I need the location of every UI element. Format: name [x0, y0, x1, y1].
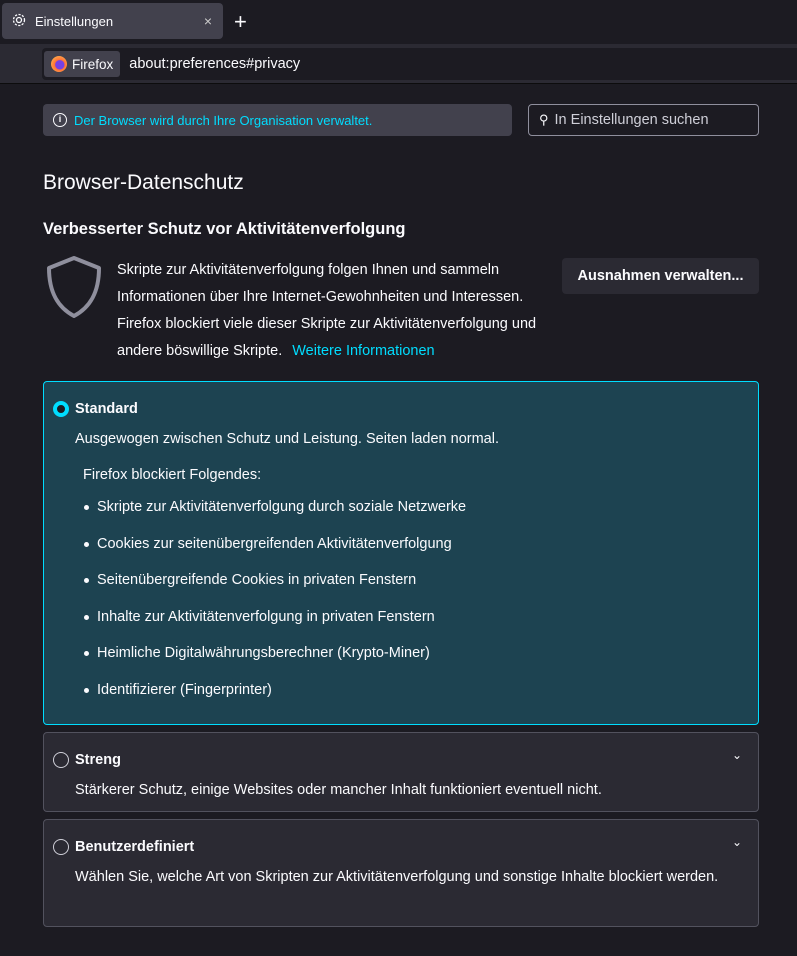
tab-bar: [0, 0, 797, 44]
new-tab-button[interactable]: +: [234, 9, 247, 34]
list-item: Heimliche Digitalwährungsberechner (Krypto-Miner): [83, 635, 466, 672]
blocks-list: [83, 489, 466, 708]
option-title: Benutzerdefiniert: [75, 839, 195, 855]
description-text: Skripte zur Aktivitätenverfolgung folgen Ihnen und sammeln Informationen über Ihre Internet-Gewohnheiten und Interessen. Firefox blockiert viele dieser Skripte zur Aktivitätenverfolgung und andere böswillige Skripte.: [117, 262, 537, 359]
learn-more-link[interactable]: Weitere Informationen: [292, 343, 435, 359]
search-input[interactable]: [528, 104, 759, 136]
chevron-down-icon[interactable]: ⌄: [731, 835, 742, 849]
search-icon: ⚲: [539, 112, 549, 127]
option-description: Stärkerer Schutz, einige Websites oder mancher Inhalt funktioniert eventuell nicht.: [75, 782, 602, 798]
list-item: Seitenübergreifende Cookies in privaten Fenstern: [83, 562, 466, 599]
option-strict[interactable]: [43, 732, 759, 812]
tab-settings[interactable]: [2, 3, 223, 39]
policy-notice[interactable]: [43, 104, 512, 136]
identity-label: Firefox: [72, 56, 114, 72]
tab-title: Einstellungen: [35, 13, 114, 29]
close-tab-icon[interactable]: ×: [203, 13, 213, 29]
blocks-label: Firefox blockiert Folgendes:: [83, 467, 262, 483]
url-text[interactable]: about:preferences#privacy: [129, 56, 301, 72]
radio-standard[interactable]: [53, 401, 69, 417]
firefox-logo-icon: [51, 56, 67, 72]
tracking-description: [117, 257, 547, 365]
radio-strict[interactable]: [53, 752, 69, 768]
info-icon: i: [53, 113, 67, 127]
option-custom[interactable]: [43, 819, 759, 927]
radio-custom[interactable]: [53, 839, 69, 855]
search-placeholder: In Einstellungen suchen: [554, 112, 709, 128]
section-title: Verbesserter Schutz vor Aktivitätenverfolgung: [43, 220, 406, 238]
list-item: Cookies zur seitenübergreifenden Aktivitätenverfolgung: [83, 526, 466, 563]
page-title: Browser-Datenschutz: [43, 171, 244, 194]
list-item: Skripte zur Aktivitätenverfolgung durch soziale Netzwerke: [83, 489, 466, 526]
option-title: Streng: [75, 752, 121, 768]
list-item: Inhalte zur Aktivitätenverfolgung in privaten Fenstern: [83, 599, 466, 636]
option-description: Ausgewogen zwischen Schutz und Leistung. Seiten laden normal.: [75, 431, 499, 447]
option-standard[interactable]: [43, 381, 759, 725]
notice-text: Der Browser wird durch Ihre Organisation verwaltet.: [74, 112, 373, 128]
identity-box[interactable]: [44, 51, 120, 77]
chevron-down-icon[interactable]: ⌄: [731, 748, 742, 762]
gear-icon: [11, 12, 27, 31]
list-item: Identifizierer (Fingerprinter): [83, 672, 466, 709]
shield-icon: [43, 254, 105, 324]
nav-bar: [0, 44, 797, 84]
option-description: Wählen Sie, welche Art von Skripten zur Aktivitätenverfolgung und sonstige Inhalte blockiert werden.: [75, 869, 719, 885]
option-title: Standard: [75, 401, 138, 417]
manage-exceptions-button[interactable]: Ausnahmen verwalten...: [562, 258, 759, 294]
url-bar[interactable]: [42, 48, 797, 80]
